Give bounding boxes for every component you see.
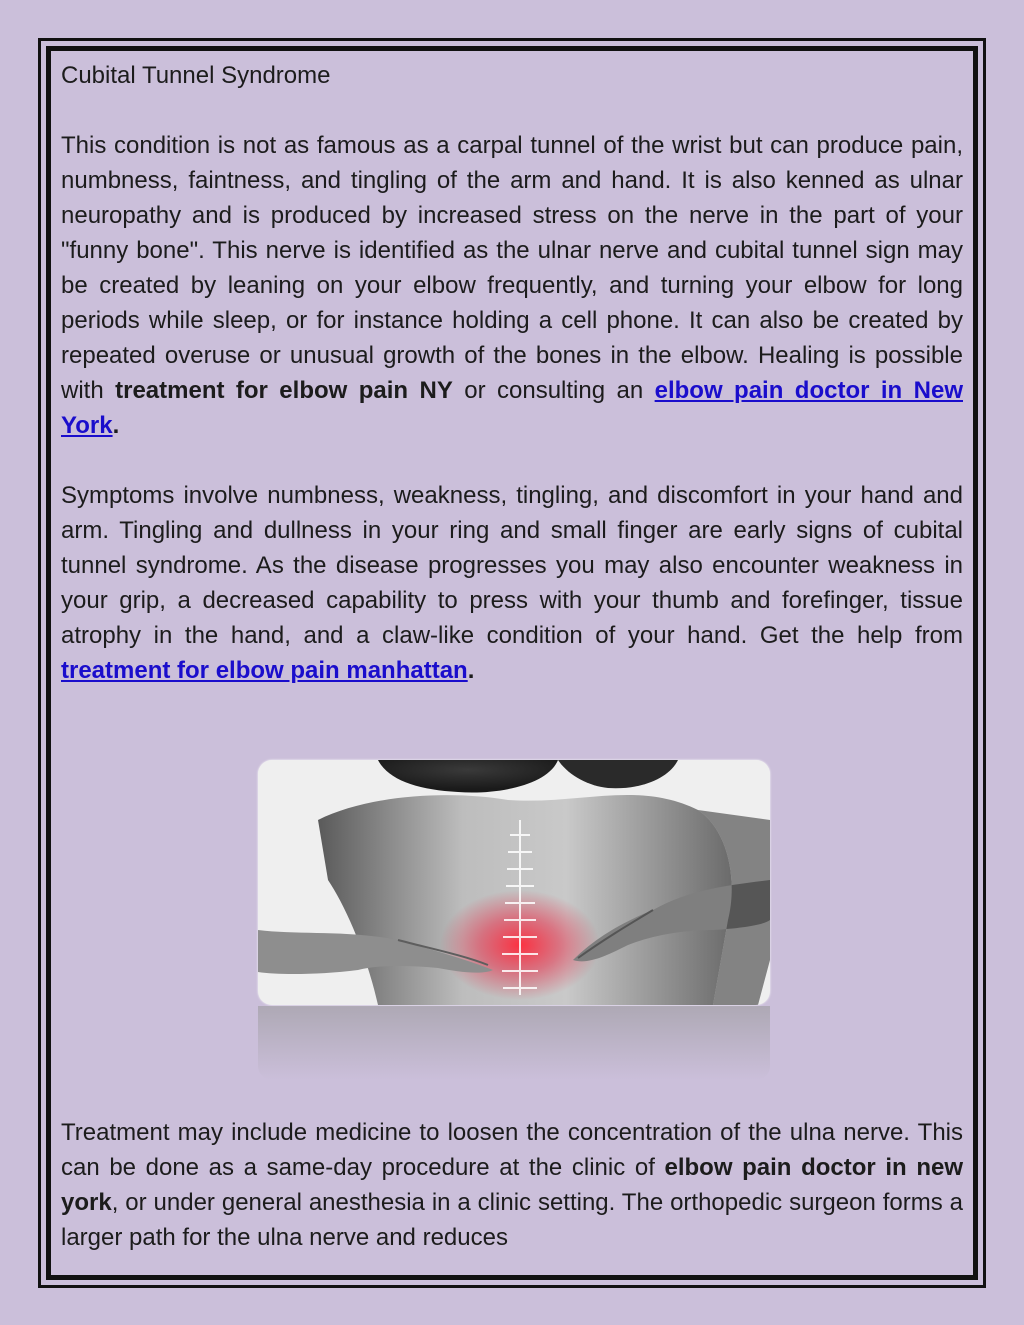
article-title: Cubital Tunnel Syndrome	[61, 62, 331, 89]
bold-keyword-ny: treatment for elbow pain NY	[115, 377, 453, 404]
paragraph-intro-text: This condition is not as famous as a carpal tunnel of the wrist but can produce pain, numbness, faintness, and tingling of the arm and hand. It is also kenned as ulnar neuropathy and is produced by increased stress on the nerve in the part of your "funny bone". This nerve is identified as the ulnar nerve and cubital tunnel sign may be created by leaning on your elbow frequently, and turning your elbow for long periods while sleep, or for instance holding a cell phone. It can also be created by repeated overuse or unusual growth of the bones in the elbow. Healing is possible with	[61, 132, 963, 404]
link-treatment-manhattan[interactable]: treatment for elbow pain manhattan	[61, 657, 468, 684]
link-elbow-pain-doctor-new-york[interactable]: elbow pain doctor in New York	[61, 377, 963, 439]
paragraph-treatment	[61, 1115, 963, 1255]
paragraph-treatment-text: Treatment may include medicine to loosen the concentration of the ulna nerve. This can be done as a same-day procedure at the clinic of	[61, 1119, 963, 1181]
article-body-continued	[61, 1115, 963, 1255]
back-pain-illustration	[258, 760, 770, 1005]
paragraph-symptoms-text: Symptoms involve numbness, weakness, tingling, and discomfort in your hand and arm. Tingling and dullness in your ring and small finger are early signs of cubital tunnel syndrome. As the disease progresses you may also encounter weakness in your grip, a decreased capability to press with your thumb and forefinger, tissue atrophy in the hand, and a claw-like condition of your hand. Get the help from	[61, 482, 963, 649]
paragraph-intro-end: .	[112, 412, 120, 439]
image-reflection	[258, 1006, 770, 1080]
paragraph-intro-mid: or consulting an	[452, 377, 655, 404]
paragraph-symptoms-end: .	[467, 657, 475, 684]
bold-keyword-new-york: elbow pain doctor in new york	[61, 1154, 963, 1216]
paragraph-symptoms	[61, 478, 963, 688]
article-body	[61, 58, 963, 688]
back-spine-image	[258, 760, 770, 1005]
paragraph-intro	[61, 128, 963, 443]
paragraph-treatment-end: , or under general anesthesia in a clinic setting. The orthopedic surgeon forms a larger path for the ulna nerve and reduces	[61, 1189, 963, 1251]
